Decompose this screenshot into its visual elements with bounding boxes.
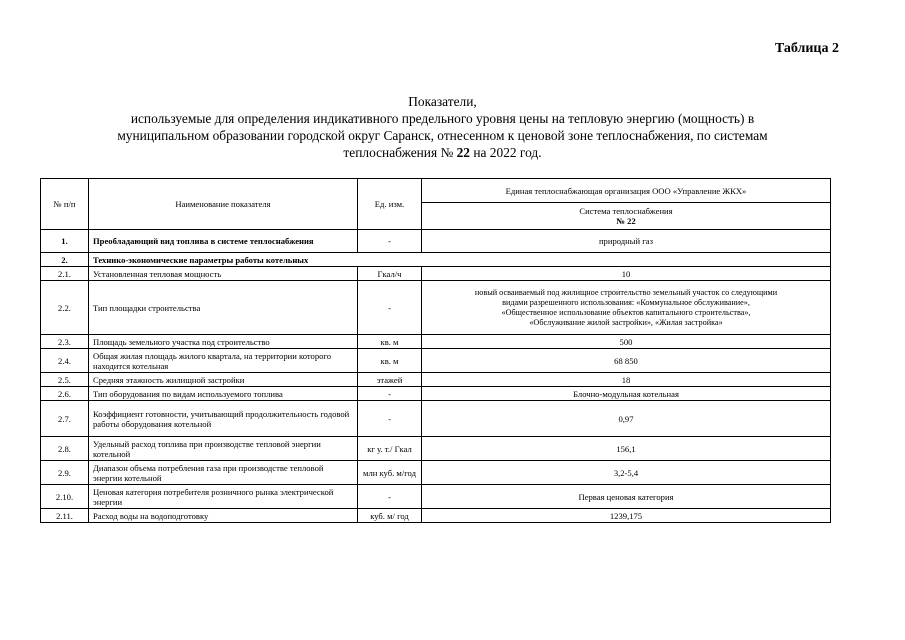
row-unit: кв. м — [358, 335, 422, 349]
row-no: 2.9. — [41, 461, 89, 485]
table-row — [41, 461, 831, 485]
heading-line-3: муниципальном образовании городской округ Саранск, отнесенном к ценовой зоне теплоснабжения, по системам — [117, 128, 768, 143]
row-name: Площадь земельного участка под строительство — [89, 335, 358, 349]
row-no: 2.10. — [41, 485, 89, 509]
row-no: 2.11. — [41, 509, 89, 523]
row-unit: Гкал/ч — [358, 267, 422, 281]
row-name: Тип площадки строительства — [89, 281, 358, 335]
header-system-label: Система теплоснабжения — [579, 206, 673, 216]
heading-line-4-prefix: теплоснабжения № — [343, 145, 457, 160]
value-line: «Общественное использование объектов капитального строительства», — [501, 307, 751, 317]
table-row — [41, 437, 831, 461]
row-unit: - — [358, 230, 422, 253]
row-no: 2.4. — [41, 349, 89, 373]
table-row — [41, 401, 831, 437]
value-line: видами разрешенного использования: «Коммунальное обслуживание», — [502, 297, 750, 307]
row-value — [422, 281, 831, 335]
table-row — [41, 281, 831, 335]
section-title: Технико-экономические параметры работы котельных — [89, 253, 831, 267]
heading-line-4 — [40, 144, 845, 161]
value-line: новый осваиваемый под жилищное строительство земельный участок со следующими — [474, 287, 778, 297]
table-row — [41, 387, 831, 401]
row-no: 2.3. — [41, 335, 89, 349]
row-unit: - — [358, 281, 422, 335]
row-unit: - — [358, 387, 422, 401]
row-unit: - — [358, 401, 422, 437]
row-no: 2.2. — [41, 281, 89, 335]
row-value: 1239,175 — [422, 509, 831, 523]
row-name: Расход воды на водоподготовку — [89, 509, 358, 523]
row-no: 2.5. — [41, 373, 89, 387]
row-value: 3,2-5,4 — [422, 461, 831, 485]
table-row — [41, 230, 831, 253]
table-row — [41, 509, 831, 523]
table-header-row — [41, 179, 831, 203]
row-name: Преобладающий вид топлива в системе теплоснабжения — [89, 230, 358, 253]
header-system-number: № 22 — [616, 216, 636, 226]
heading-line-2: используемые для определения индикативного предельного уровня цены на тепловую энергию (мощность) в — [130, 111, 755, 126]
row-name: Коэффициент готовности, учитывающий продолжительность годовой работы оборудования котельной — [89, 401, 358, 437]
row-unit: этажей — [358, 373, 422, 387]
system-number: 22 — [456, 145, 470, 160]
row-no: 2. — [41, 253, 89, 267]
document-heading — [40, 93, 845, 161]
heading-line-4-suffix: на 2022 год. — [470, 145, 542, 160]
row-value: 10 — [422, 267, 831, 281]
row-name: Тип оборудования по видам используемого топлива — [89, 387, 358, 401]
header-name: Наименование показателя — [89, 179, 358, 230]
table-row — [41, 485, 831, 509]
parameters-table — [40, 178, 831, 523]
row-value: 18 — [422, 373, 831, 387]
heading-line-1: Показатели, — [408, 94, 477, 109]
value-line: «Обслуживание жилой застройки», «Жилая застройка» — [529, 317, 723, 327]
header-system — [422, 203, 831, 230]
header-organization: Единая теплоснабжающая организация ООО «Управление ЖКХ» — [422, 179, 831, 203]
row-no: 1. — [41, 230, 89, 253]
row-value: 68 850 — [422, 349, 831, 373]
row-unit: млн куб. м/год — [358, 461, 422, 485]
row-unit: кг у. т./ Гкал — [358, 437, 422, 461]
row-value: Блочно-модульная котельная — [422, 387, 831, 401]
row-name: Общая жилая площадь жилого квартала, на территории которого находится котельная — [89, 349, 358, 373]
row-name: Ценовая категория потребителя розничного рынка электрической энергии — [89, 485, 358, 509]
row-name: Удельный расход топлива при производстве тепловой энергии котельной — [89, 437, 358, 461]
row-no: 2.7. — [41, 401, 89, 437]
row-value: природный газ — [422, 230, 831, 253]
table-row — [41, 335, 831, 349]
row-name: Диапазон объема потребления газа при производстве тепловой энергии котельной — [89, 461, 358, 485]
row-name: Установленная тепловая мощность — [89, 267, 358, 281]
row-name: Средняя этажность жилищной застройки — [89, 373, 358, 387]
row-unit: кв. м — [358, 349, 422, 373]
row-value: 0,97 — [422, 401, 831, 437]
row-no: 2.6. — [41, 387, 89, 401]
table-label: Таблица 2 — [774, 41, 839, 56]
row-unit: куб. м/ год — [358, 509, 422, 523]
table-row-section — [41, 253, 831, 267]
row-value: 156,1 — [422, 437, 831, 461]
header-no: № п/п — [41, 179, 89, 230]
row-value: 500 — [422, 335, 831, 349]
table-row — [41, 267, 831, 281]
header-unit: Ед. изм. — [358, 179, 422, 230]
row-no: 2.8. — [41, 437, 89, 461]
row-unit: - — [358, 485, 422, 509]
row-value: Первая ценовая категория — [422, 485, 831, 509]
table-row — [41, 373, 831, 387]
row-no: 2.1. — [41, 267, 89, 281]
table-row — [41, 349, 831, 373]
